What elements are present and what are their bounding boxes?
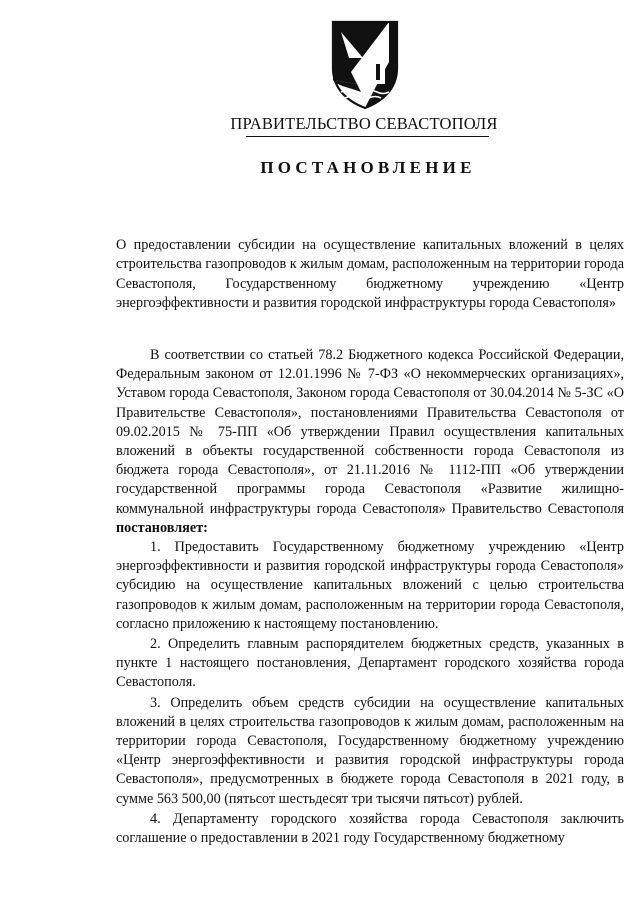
resolves-word: постановляет: xyxy=(116,519,208,536)
document-subject: О предоставлении субсидии на осуществление капитальных вложений в целях строительства газопроводов к жилым домам, расположенным на территории города Севастополя, Государственному бюджетному учреждению «Центр энергоэффективности и развития городской инфраструктуры города Севастополя» xyxy=(116,237,624,312)
sevastopol-coat-of-arms-icon xyxy=(327,18,403,110)
organization-title: ПРАВИТЕЛЬСТВО СЕВАСТОПОЛЯ xyxy=(230,114,498,133)
document-type: ПОСТАНОВЛЕНИЕ xyxy=(260,158,476,177)
preamble-text: В соответствии со статьей 78.2 Бюджетного кодекса Российской Федерации, Федеральным законом от 12.01.1996 № 7-ФЗ «О некоммерческих организациях», Уставом города Севастополя, Законом города Севастополя от 30.04.2014 № 5-ЗС «О Правительстве Севастополя», постановлениями Правительства Севастополя от 09.02.2015 № 75-ПП «Об утверждении Правил осуществления капитальных вложений в объекты государственной собственности города Севастополя из бюджета города Севастополя», от 21.11.2016 № 1112-ПП «Об утверждении государственной программы города Севастополя «Развитие жилищно-коммунальной инфраструктуры города Севастополя» Правительство Севастополя xyxy=(116,347,624,517)
resolution-item-2: 2. Определить главным распорядителем бюджетных средств, указанных в пункте 1 настоящего постановления, Департамент городского хозяйства города Севастополя. xyxy=(116,636,624,691)
resolution-item-4: 4. Департаменту городского хозяйства города Севастополя заключить соглашение о предоставлении в 2021 году Государственному бюджетному xyxy=(116,810,624,847)
preamble xyxy=(116,346,624,538)
header-divider xyxy=(246,136,489,137)
resolution-items xyxy=(116,538,624,849)
resolution-item-3: 3. Определить объем средств субсидии на осуществление капитальных вложений в целях строительства газопроводов к жилым домам, расположенным на территории города Севастополя, Государственному бюджетному учреждению «Центр энергоэффективности и развития городской инфраструктуры города Севастополя», предусмотренных в бюджете города Севастополя в 2021 году, в сумме 563 500,00 (пятьсот шестьдесят три тысячи пятьсот) рублей. xyxy=(116,694,624,807)
resolution-item-1: 1. Предоставить Государственному бюджетному учреждению «Центр энергоэффективности и развития городской инфраструктуры города Севастополя» субсидию на осуществление капитальных вложений с целью строительства газопроводов к жилым домам, расположенным на территории города Севастополя, согласно приложению к настоящему постановлению. xyxy=(116,539,624,632)
